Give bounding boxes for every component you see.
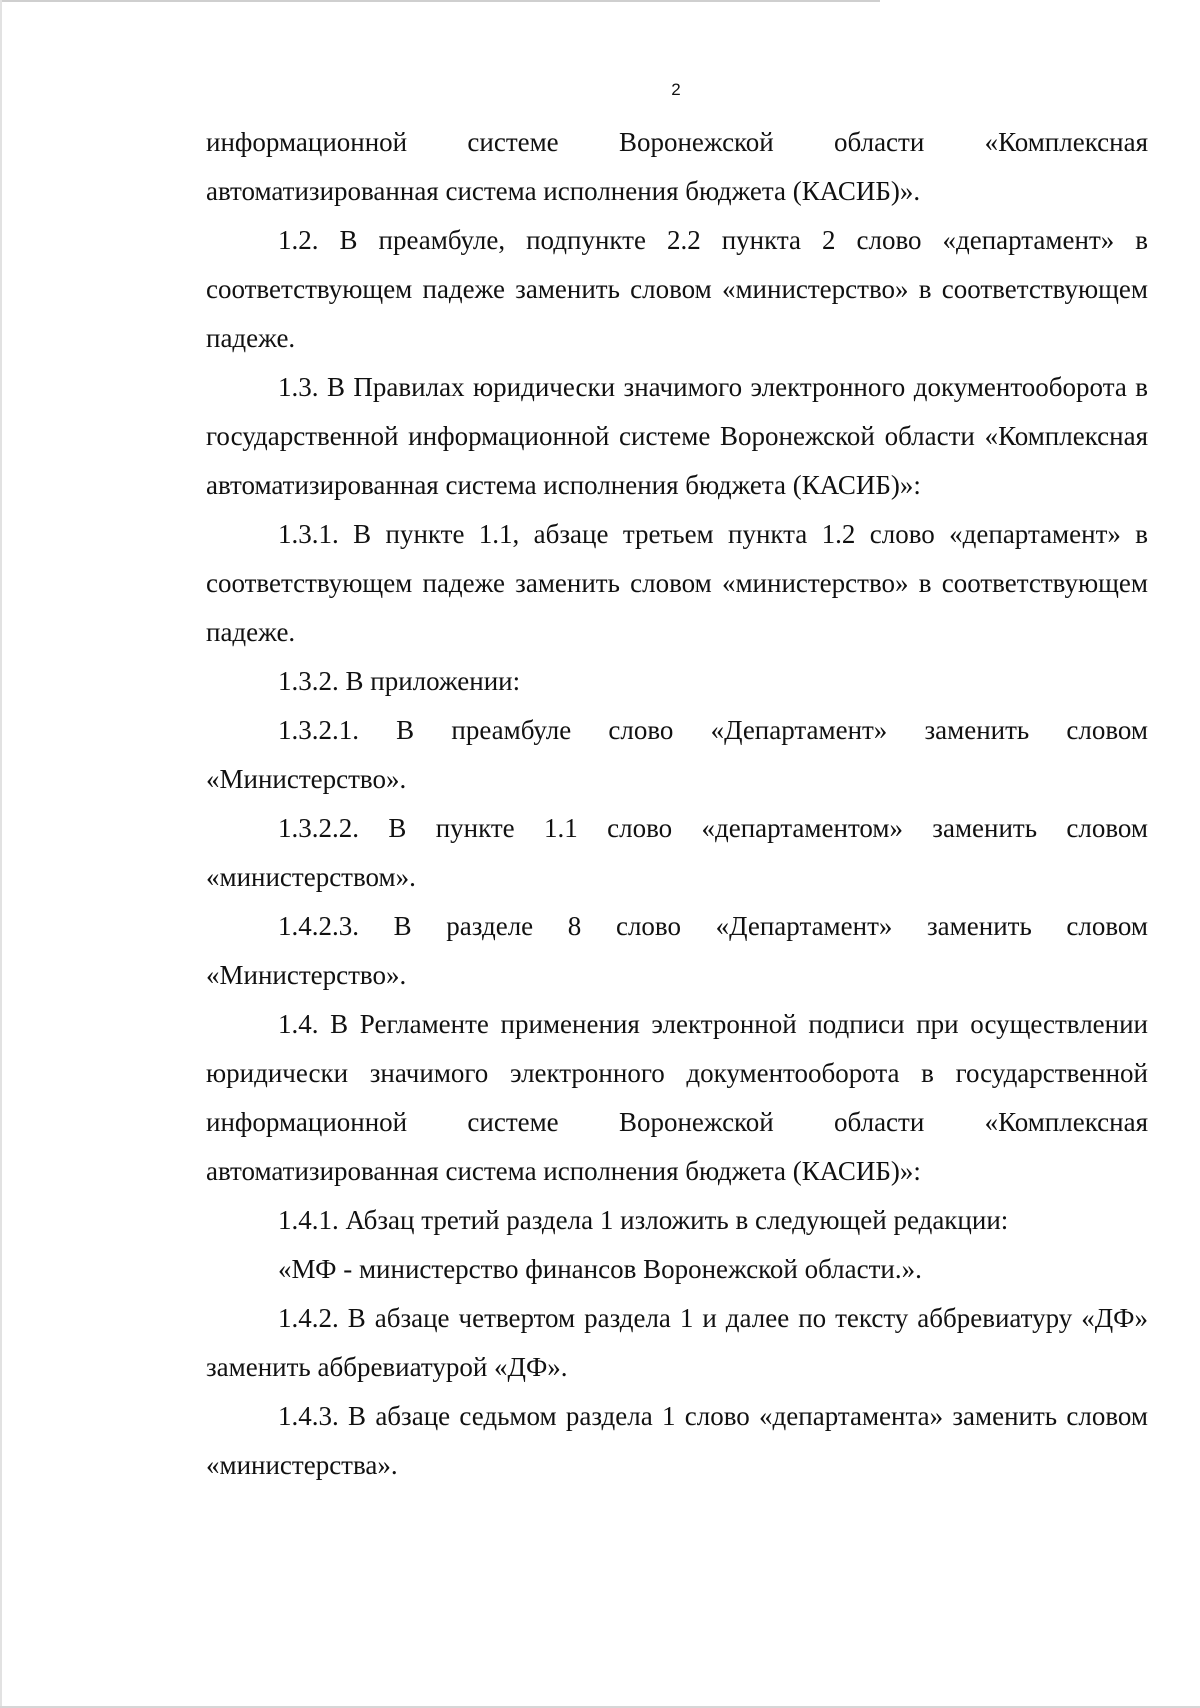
- paragraph: 1.4.2. В абзаце четвертом раздела 1 и далее по тексту аббревиатуру «ДФ» заменить аббревиатурой «ДФ».: [206, 1303, 1148, 1382]
- paragraph: 1.2. В преамбуле, подпункте 2.2 пункта 2 слово «департамент» в соответствующем падеже заменить словом «министерство» в соответствующем падеже.: [206, 225, 1148, 353]
- paragraph: 1.3. В Правилах юридически значимого электронного документооборота в государственной информационной системе Воронежской области «Комплексная автоматизированная система исполнения бюджета (КАСИБ)»:: [206, 372, 1148, 500]
- paragraph: 1.4. В Регламенте применения электронной подписи при осуществлении юридически значимого электронного документооборота в государственной информационной системе Воронежской области «Комплексная автоматизированная система исполнения бюджета (КАСИБ)»:: [206, 1009, 1148, 1186]
- paragraph: 1.4.1. Абзац третий раздела 1 изложить в следующей редакции:: [278, 1205, 1009, 1235]
- document-body: [206, 118, 1148, 1490]
- paragraph: 1.3.2.2. В пункте 1.1 слово «департаментом» заменить словом «министерством».: [206, 813, 1148, 892]
- paragraph: «МФ - министерство финансов Воронежской области.».: [278, 1254, 922, 1284]
- paragraph: 1.3.2. В приложении:: [278, 666, 521, 696]
- paragraph: 1.3.2.1. В преамбуле слово «Департамент» заменить словом «Министерство».: [206, 715, 1148, 794]
- paragraph: 1.4.3. В абзаце седьмом раздела 1 слово «департамента» заменить словом «министерства».: [206, 1401, 1148, 1480]
- paragraph: 1.4.2.3. В разделе 8 слово «Департамент» заменить словом «Министерство».: [206, 911, 1148, 990]
- scan-edge-left: [0, 0, 2, 1708]
- page-number: 2: [671, 80, 681, 99]
- paragraph: 1.3.1. В пункте 1.1, абзаце третьем пункта 1.2 слово «департамент» в соответствующем падеже заменить словом «министерство» в соответствующем падеже.: [206, 519, 1148, 647]
- scan-edge-top: [0, 0, 880, 2]
- paragraph: информационной системе Воронежской области «Комплексная автоматизированная система исполнения бюджета (КАСИБ)».: [206, 127, 1148, 206]
